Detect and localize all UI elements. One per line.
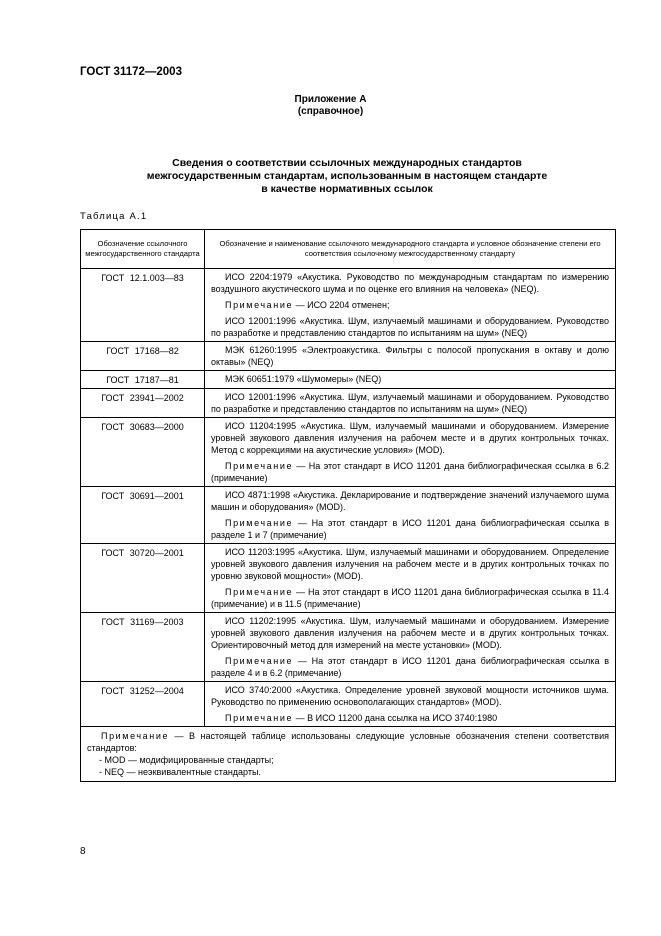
standard-description xyxy=(205,389,616,418)
description-text: ИСО 4871:1998 «Акустика. Декларирование и подтверждение значений излучаемого шума машин и оборудования» (MOD). xyxy=(211,490,609,512)
table-row xyxy=(81,613,616,682)
description-text: ИСО 11203:1995 «Акустика. Шум, излучаемый машинами и оборудованием. Определение уровней звукового давления излучения на рабочем месте и в других контрольных точках по уровню звуковой мощности» (MOD). xyxy=(211,547,609,581)
heading-line: Сведения о соответствии ссылочных международных стандартов xyxy=(172,157,522,169)
standard-designation: ГОСТ 30720—2001 xyxy=(81,544,205,613)
standard-designation: ГОСТ 31252—2004 xyxy=(81,682,205,727)
table-row xyxy=(81,269,616,342)
note-label: Примечание xyxy=(225,300,294,310)
table-row xyxy=(81,544,616,613)
standard-description xyxy=(205,418,616,487)
standard-designation: ГОСТ 31169—2003 xyxy=(81,613,205,682)
footnote-item: - MOD — модифицированные стандарты; xyxy=(99,755,274,765)
note-label: Примечание xyxy=(225,461,294,471)
appendix-title: Приложение А xyxy=(294,94,367,105)
row-note xyxy=(211,586,609,610)
appendix-title-block xyxy=(0,94,661,118)
note-label: Примечание xyxy=(225,656,294,666)
table-header-row xyxy=(81,230,616,269)
note-label: Примечание xyxy=(225,713,294,723)
footnote-item: - NEQ — неэквивалентные стандарты. xyxy=(99,767,261,777)
table-row xyxy=(81,371,616,389)
section-heading xyxy=(80,157,614,196)
footnote-body: — В настоящей таблице использованы следующие условные обозначения степени соответствия стандартов: xyxy=(87,731,609,753)
table-row xyxy=(81,487,616,544)
standard-description xyxy=(205,342,616,371)
note-text: — На этот стандарт в ИСО 11201 дана библиографическая ссылка в 6.2 (примечание) xyxy=(211,461,609,483)
standard-designation: ГОСТ 30691—2001 xyxy=(81,487,205,544)
description-text: ИСО 3740:2000 «Акустика. Определение уровней звуковой мощности источников шума. Руководство по применению основополагающих стандартов» (MOD). xyxy=(211,685,609,707)
table-footnote xyxy=(81,727,616,782)
row-note xyxy=(211,712,609,724)
table-label: Таблица А.1 xyxy=(80,211,148,222)
standard-designation: ГОСТ 23941—2002 xyxy=(81,389,205,418)
heading-line: в качестве нормативных ссылок xyxy=(261,183,433,195)
appendix-subtitle: (справочное) xyxy=(297,106,364,117)
heading-line: межгосударственным стандартам, использованным в настоящем стандарте xyxy=(146,170,548,182)
table-footnote-row xyxy=(81,727,616,782)
standard-designation: ГОСТ 12.1.003—83 xyxy=(81,269,205,342)
standard-description xyxy=(205,613,616,682)
page-number: 8 xyxy=(80,846,86,857)
note-text: — В ИСО 11200 дана ссылка на ИСО 3740:1980 xyxy=(293,713,498,723)
standard-description xyxy=(205,487,616,544)
row-note xyxy=(211,655,609,679)
description-text: ИСО 2204:1979 «Акустика. Руководство по международным стандартам по измерению воздушного акустического шума и по оценке его влияния на человека» (NEQ). xyxy=(211,272,609,294)
description-text: ИСО 12001:1996 «Акустика. Шум, излучаемый машинами и оборудованием. Руководство по разработке и представлению стандартов по испытаниям на шум» (NEQ) xyxy=(211,316,609,338)
column-header-interstate-standard: Обозначение ссылочного межгосударственного стандарта xyxy=(81,230,205,269)
footnote-label: Примечание xyxy=(101,731,170,741)
note-text: — На этот стандарт в ИСО 11201 дана библиографическая ссылка в разделе 4 и в 6.2 (примечание) xyxy=(211,656,609,678)
correspondence-table xyxy=(80,229,616,782)
row-note xyxy=(211,299,609,311)
note-label: Примечание xyxy=(225,518,294,528)
table-row xyxy=(81,418,616,487)
footnote-text xyxy=(87,730,609,754)
description-text: МЭК 61260:1995 «Электроакустика. Фильтры с полосой пропускания в октаву и долю октавы» (NEQ) xyxy=(211,345,609,367)
note-text: — На этот стандарт в ИСО 11201 дана библиографическая ссылка в разделе 1 и 7 (примечание) xyxy=(211,518,609,540)
document-code: ГОСТ 31172—2003 xyxy=(80,66,182,78)
table-row xyxy=(81,682,616,727)
standard-description xyxy=(205,544,616,613)
note-text: — На этот стандарт в ИСО 11201 дана библиографическая ссылка в 11.4 (примечание) и в 11.5 (примечание) xyxy=(211,587,609,609)
column-header-international-standard: Обозначение и наименование ссылочного международного стандарта и условное обозначение степени его соответствия ссылочному межгосударственному стандарту xyxy=(205,230,616,269)
standard-description xyxy=(205,682,616,727)
table-row xyxy=(81,389,616,418)
description-text: ИСО 11202:1995 «Акустика. Шум, излучаемый машинами и оборудованием. Измерение уровней звукового давления излучения на рабочем месте и в других контрольных точках. Ориентировочный метод для измерений на месте установки» (MOD). xyxy=(211,616,609,650)
row-note xyxy=(211,517,609,541)
table-row xyxy=(81,342,616,371)
note-label: Примечание xyxy=(225,587,294,597)
description-text: ИСО 11204:1995 «Акустика. Шум, излучаемый машинами и оборудованием. Измерение уровней звукового давления излучения на рабочем месте и в других контрольных точках. Метод с коррекциями на акустические условия» (MOD). xyxy=(211,421,609,455)
standard-description xyxy=(205,269,616,342)
row-note xyxy=(211,460,609,484)
description-text: ИСО 12001:1996 «Акустика. Шум, излучаемый машинами и оборудованием. Руководство по разработке и представлению стандартов по испытаниям на шум» (NEQ) xyxy=(211,392,609,414)
standard-designation: ГОСТ 17168—82 xyxy=(81,342,205,371)
standard-designation: ГОСТ 17187—81 xyxy=(81,371,205,389)
standard-designation: ГОСТ 30683—2000 xyxy=(81,418,205,487)
note-text: — ИСО 2204 отменен; xyxy=(293,300,390,310)
standard-description xyxy=(205,371,616,389)
description-text: МЭК 60651:1979 «Шумомеры» (NEQ) xyxy=(225,374,382,384)
